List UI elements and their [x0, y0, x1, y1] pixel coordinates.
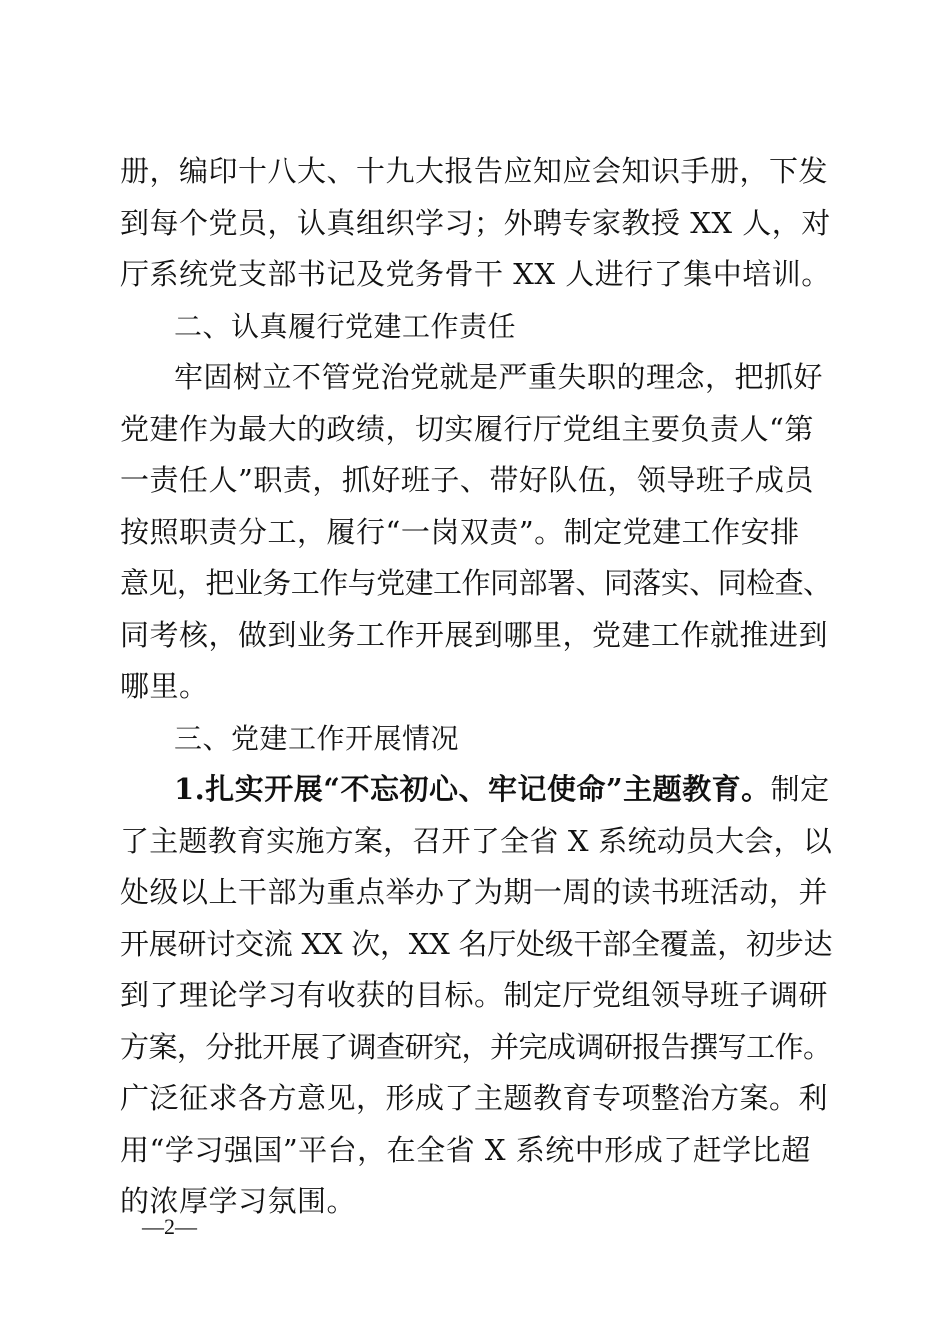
- text-line: 的浓厚学习氛围。: [120, 1184, 357, 1218]
- paragraph-line: [120, 919, 832, 971]
- text-line: 到了理论学习有收获的目标。制定厅党组领导班子调研: [120, 978, 829, 1012]
- paragraph-line: [120, 1176, 832, 1228]
- paragraph-line: [120, 970, 832, 1022]
- paragraph-line: [120, 764, 832, 816]
- text-line: 到每个党员，认真组织学习；外聘专家教授 XX 人，对: [120, 205, 831, 240]
- text-line: 开展研讨交流 XX 次，XX 名厅处级干部全覆盖，初步达: [120, 926, 833, 961]
- text-line: 厅系统党支部书记及党务骨干 XX 人进行了集中培训。: [120, 257, 831, 291]
- paragraph-line: [120, 404, 832, 456]
- document-body: [120, 146, 832, 1228]
- text-line: 按照职责分工，履行“一岗双责”。制定党建工作安排: [120, 514, 800, 549]
- paragraph-line: [120, 661, 832, 713]
- paragraph-line: [120, 558, 832, 610]
- page-number: —2—: [142, 1214, 197, 1239]
- paragraph-line: [120, 816, 832, 868]
- paragraph-line: [120, 455, 832, 507]
- section-heading-3: [120, 713, 832, 765]
- paragraph-line: [120, 610, 832, 662]
- text-line: 用“学习强国”平台，在全省 X 系统中形成了赶学比超: [120, 1132, 811, 1167]
- text-line: 一责任人”职责，抓好班子、带好队伍，领导班子成员: [120, 463, 814, 497]
- text-line: 同考核，做到业务工作开展到哪里，党建工作就推进到: [120, 617, 829, 652]
- paragraph-line: [120, 249, 832, 301]
- text-line: 了主题教育实施方案，召开了全省 X 系统动员大会，以: [120, 823, 833, 858]
- paragraph-line: [120, 507, 832, 559]
- text-line: 牢固树立不管党治党就是严重失职的理念，把抓好: [174, 360, 824, 394]
- paragraph-line: [120, 867, 832, 919]
- paragraph-line: [120, 352, 832, 404]
- paragraph-line: [120, 198, 832, 250]
- heading-text: 三、党建工作开展情况: [174, 721, 460, 755]
- paragraph-line: [120, 146, 832, 198]
- text-line: 方案，分批开展了调查研究，并完成调研报告撰写工作。: [120, 1029, 832, 1064]
- text-line: 制定: [770, 772, 830, 806]
- subheading-bold-text: 1.扎实开展“不忘初心、牢记使命”主题教育。: [174, 772, 771, 806]
- heading-text: 二、认真履行党建工作责任: [174, 309, 517, 343]
- paragraph-line: [120, 1073, 832, 1125]
- text-line: 哪里。: [120, 669, 209, 703]
- text-line: 处级以上干部为重点举办了为期一周的读书班活动，并: [120, 875, 829, 909]
- text-line: 广泛征求各方意见，形成了主题教育专项整治方案。利: [120, 1081, 829, 1115]
- paragraph-line: [120, 1022, 832, 1074]
- text-line: 意见，把业务工作与党建工作同部署、同落实、同检查、: [120, 566, 832, 600]
- paragraph-line: [120, 1125, 832, 1177]
- text-line: 党建作为最大的政绩，切实履行厅党组主要负责人“第: [120, 411, 814, 446]
- text-line: 册，编印十八大、十九大报告应知应会知识手册，下发: [120, 154, 829, 188]
- section-heading-2: [120, 301, 832, 353]
